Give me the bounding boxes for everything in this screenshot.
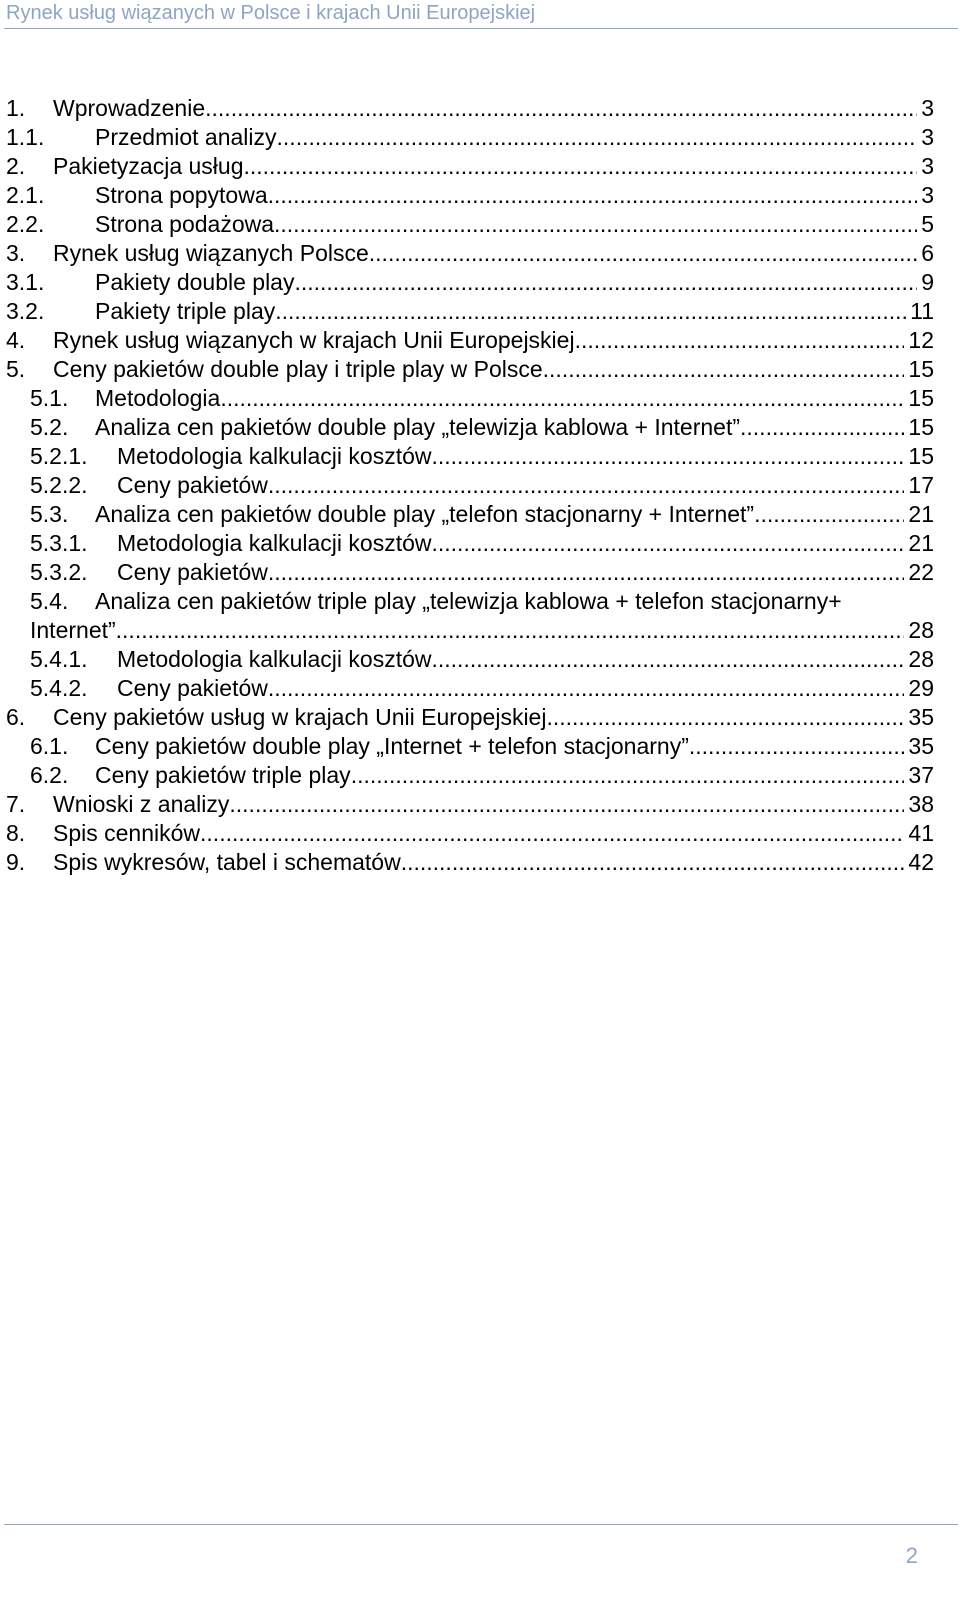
toc-entry-number: 7.	[6, 791, 26, 817]
toc-entry[interactable]	[0, 210, 960, 239]
toc-entry[interactable]	[0, 761, 960, 790]
toc-leader-dots	[116, 616, 905, 645]
toc-entry-title: Metodologia	[95, 385, 221, 411]
toc-leader-dots	[244, 152, 918, 181]
toc-entry-number: 4.	[6, 327, 26, 353]
toc-entry-number: 5.4.	[30, 588, 69, 614]
toc-leader-dots	[369, 239, 917, 268]
toc-entry-page: 5	[921, 211, 934, 237]
toc-entry-number: 9.	[6, 849, 26, 875]
toc-leader-dots	[268, 674, 905, 703]
toc-entry[interactable]	[0, 94, 960, 123]
toc-entry[interactable]	[0, 529, 960, 558]
toc-entry-number: 5.2.2.	[30, 472, 88, 498]
toc-entry[interactable]	[0, 848, 960, 877]
toc-entry-title: Metodologia kalkulacji kosztów	[117, 646, 432, 672]
toc-entry-page: 38	[908, 791, 934, 817]
toc-entry[interactable]	[0, 239, 960, 268]
toc-entry-title: Rynek usług wiązanych w krajach Unii Europejskiej	[53, 327, 575, 353]
toc-entry-page: 15	[908, 414, 934, 440]
toc-entry-number: 2.1.	[6, 182, 45, 208]
toc-entry-page: 3	[921, 95, 934, 121]
toc-entry-page: 6	[921, 240, 934, 266]
toc-entry-number: 3.2.	[6, 298, 45, 324]
toc-entry[interactable]	[0, 355, 960, 384]
toc-leader-dots	[543, 355, 905, 384]
toc-entry-title: Metodologia kalkulacji kosztów	[117, 530, 432, 556]
toc-entry-title: Ceny pakietów triple play	[95, 762, 351, 788]
toc-entry-title: Rynek usług wiązanych Polsce	[53, 240, 369, 266]
toc-entry-title: Pakiety double play	[95, 269, 295, 295]
toc-entry-number: 2.	[6, 153, 26, 179]
toc-entry-title: Ceny pakietów double play „Internet + telefon stacjonarny”	[95, 733, 689, 759]
toc-entry[interactable]	[0, 297, 960, 326]
toc-entry-title: Analiza cen pakietów double play „telefon stacjonarny + Internet”	[95, 501, 755, 527]
toc-leader-dots	[740, 413, 904, 442]
toc-entry-page: 3	[921, 153, 934, 179]
toc-entry-page: 21	[908, 501, 934, 527]
toc-entry-page: 21	[908, 530, 934, 556]
toc-entry-title: Wnioski z analizy	[53, 791, 230, 817]
toc-entry-page: 29	[908, 675, 934, 701]
toc-leader-dots	[754, 500, 904, 529]
toc-entry-number: 5.2.1.	[30, 443, 88, 469]
toc-entry[interactable]	[0, 587, 960, 645]
toc-entry-page: 3	[921, 182, 934, 208]
toc-leader-dots	[546, 703, 904, 732]
toc-entry[interactable]	[0, 268, 960, 297]
table-of-contents	[0, 94, 960, 877]
toc-entry[interactable]	[0, 703, 960, 732]
toc-entry[interactable]	[0, 500, 960, 529]
toc-entry-title: Ceny pakietów usług w krajach Unii Europejskiej	[53, 704, 547, 730]
toc-entry[interactable]	[0, 152, 960, 181]
toc-entry-title: Ceny pakietów	[117, 472, 268, 498]
running-header-title: Rynek usług wiązanych w Polsce i krajach Unii Europejskiej	[6, 2, 536, 24]
toc-entry[interactable]	[0, 413, 960, 442]
toc-leader-dots	[275, 297, 906, 326]
toc-entry-number: 8.	[6, 820, 26, 846]
toc-entry-number: 6.1.	[30, 733, 69, 759]
toc-entry-page: 35	[908, 704, 934, 730]
toc-entry[interactable]	[0, 819, 960, 848]
toc-leader-dots	[268, 181, 918, 210]
toc-entry-number: 5.3.	[30, 501, 69, 527]
toc-leader-dots	[229, 790, 904, 819]
toc-leader-dots	[432, 529, 905, 558]
toc-entry-number: 5.3.2.	[30, 559, 88, 585]
toc-leader-dots	[268, 471, 905, 500]
toc-leader-dots	[200, 819, 904, 848]
toc-leader-dots	[294, 268, 917, 297]
toc-leader-dots	[205, 94, 917, 123]
toc-entry-number: 5.4.2.	[30, 675, 88, 701]
toc-entry-title: Ceny pakietów double play i triple play w Polsce	[53, 356, 543, 382]
toc-entry-number: 2.2.	[6, 211, 45, 237]
toc-entry-number: 5.	[6, 356, 26, 382]
toc-leader-dots	[277, 123, 918, 152]
toc-leader-dots	[575, 326, 905, 355]
toc-entry-page: 28	[908, 646, 934, 672]
toc-leader-dots	[401, 848, 905, 877]
toc-leader-dots	[432, 645, 905, 674]
toc-entry[interactable]	[0, 558, 960, 587]
toc-entry[interactable]	[0, 384, 960, 413]
toc-entry-title: Przedmiot analizy	[95, 124, 277, 150]
toc-entry-title: Ceny pakietów	[117, 675, 268, 701]
header-divider	[4, 28, 958, 29]
toc-entry-number: 3.	[6, 240, 26, 266]
toc-entry-page: 9	[921, 269, 934, 295]
toc-entry-page: 12	[908, 327, 934, 353]
toc-entry-number: 1.1.	[6, 124, 45, 150]
toc-entry-title: Strona popytowa	[95, 182, 268, 208]
toc-entry-page: 35	[908, 733, 934, 759]
toc-entry-title: Metodologia kalkulacji kosztów	[117, 443, 432, 469]
toc-entry-number: 6.	[6, 704, 26, 730]
toc-entry-title: Spis wykresów, tabel i schematów	[53, 849, 401, 875]
toc-entry[interactable]	[0, 326, 960, 355]
toc-entry-title: Strona podażowa	[95, 211, 275, 237]
toc-entry-number: 6.2.	[30, 762, 69, 788]
toc-leader-dots	[432, 442, 905, 471]
toc-leader-dots	[274, 210, 917, 239]
toc-entry-page: 37	[908, 762, 934, 788]
toc-entry-title: Analiza cen pakietów double play „telewizja kablowa + Internet”	[95, 414, 741, 440]
toc-leader-dots	[351, 761, 905, 790]
toc-entry-title-continued: Internet”	[30, 617, 116, 643]
footer-divider	[4, 1524, 958, 1525]
toc-entry-title: Wprowadzenie	[53, 95, 206, 121]
toc-entry-page: 41	[908, 820, 934, 846]
toc-entry-title: Spis cenników	[53, 820, 201, 846]
toc-entry-page: 11	[910, 298, 934, 324]
toc-entry[interactable]	[0, 732, 960, 761]
toc-entry-page: 42	[908, 849, 934, 875]
toc-entry-number: 5.3.1.	[30, 530, 88, 556]
toc-leader-dots	[689, 732, 905, 761]
toc-entry-page: 3	[921, 124, 934, 150]
toc-entry[interactable]	[0, 645, 960, 674]
toc-entry[interactable]	[0, 471, 960, 500]
toc-entry-page: 15	[908, 443, 934, 469]
toc-entry-title: Pakiety triple play	[95, 298, 276, 324]
toc-entry-number: 3.1.	[6, 269, 45, 295]
toc-entry-page: 15	[908, 356, 934, 382]
toc-entry-title: Pakietyzacja usług	[53, 153, 244, 179]
toc-entry[interactable]	[0, 674, 960, 703]
toc-entry-page: 15	[908, 385, 934, 411]
toc-entry-number: 1.	[6, 95, 26, 121]
toc-entry-number: 5.2.	[30, 414, 69, 440]
toc-entry-number: 5.4.1.	[30, 646, 88, 672]
toc-entry[interactable]	[0, 790, 960, 819]
toc-entry-title: Analiza cen pakietów triple play „telewizja kablowa + telefon stacjonarny+	[95, 588, 842, 614]
toc-entry-title: Ceny pakietów	[117, 559, 268, 585]
toc-entry[interactable]	[0, 123, 960, 152]
toc-leader-dots	[268, 558, 905, 587]
toc-entry[interactable]	[0, 181, 960, 210]
toc-entry-number: 5.1.	[30, 385, 69, 411]
toc-entry[interactable]	[0, 442, 960, 471]
toc-leader-dots	[220, 384, 904, 413]
toc-entry-page: 22	[908, 559, 934, 585]
toc-entry-page: 17	[908, 472, 934, 498]
toc-entry-page: 28	[908, 617, 934, 643]
page-number: 2	[905, 1543, 918, 1568]
